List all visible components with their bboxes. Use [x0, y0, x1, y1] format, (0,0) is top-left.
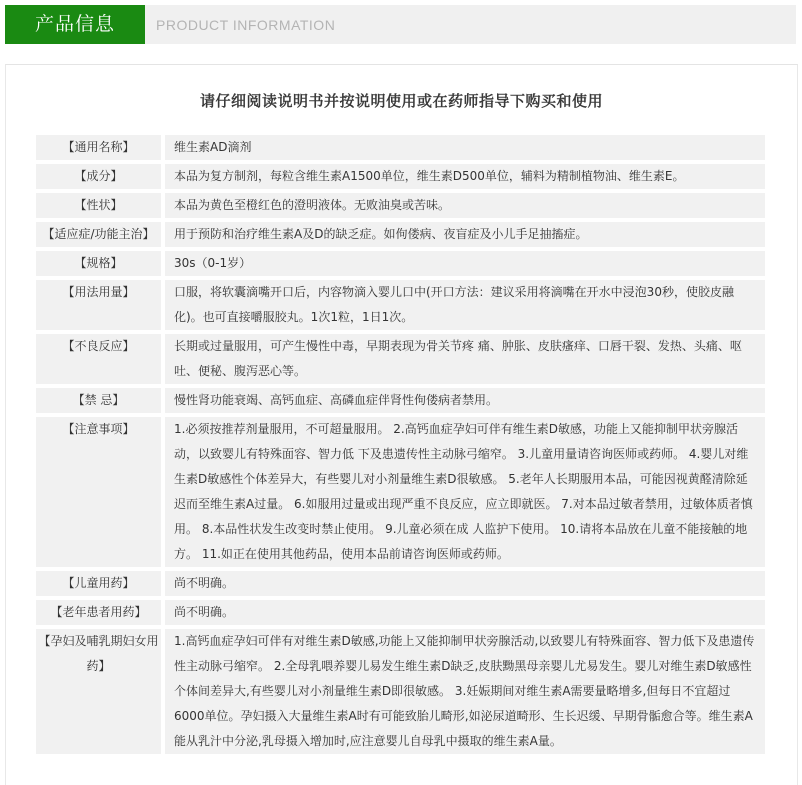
row-label: 【适应症/功能主治】: [36, 222, 161, 247]
row-value: 尚不明确。: [165, 571, 765, 596]
row-value: 用于预防和治疗维生素A及D的缺乏症。如佝偻病、夜盲症及小儿手足抽搐症。: [165, 222, 765, 247]
info-row-dosage: [36, 280, 765, 330]
info-row-specification: [36, 251, 765, 276]
row-label: 【孕妇及哺乳期妇女用药】: [36, 629, 161, 754]
section-header: [5, 5, 796, 44]
info-row-appearance: [36, 193, 765, 218]
row-value: 口服，将软囊滴嘴开口后，内容物滴入婴儿口中(开口方法：建议采用将滴嘴在开水中浸泡30秒，使胶皮融化)。也可直接嚼服胶丸。1次1粒，1日1次。: [165, 280, 765, 330]
row-label: 【规格】: [36, 251, 161, 276]
row-label: 【儿童用药】: [36, 571, 161, 596]
section-title: 产品信息: [5, 5, 145, 44]
row-value: 本品为复方制剂，每粒含维生素A1500单位，维生素D500单位，辅料为精制植物油、维生素E。: [165, 164, 765, 189]
row-label: 【注意事项】: [36, 417, 161, 567]
info-row-generic-name: [36, 135, 765, 160]
info-table: [36, 135, 765, 758]
row-label: 【老年患者用药】: [36, 600, 161, 625]
usage-notice: 请仔细阅读说明书并按说明使用或在药师指导下购买和使用: [199, 92, 603, 110]
info-row-precautions: [36, 417, 765, 567]
row-label: 【不良反应】: [36, 334, 161, 384]
info-row-pediatric-use: [36, 571, 765, 596]
row-label: 【成分】: [36, 164, 161, 189]
info-row-indications: [36, 222, 765, 247]
info-row-contraindications: [36, 388, 765, 413]
row-value: 本品为黄色至橙红色的澄明液体。无败油臭或苦味。: [165, 193, 765, 218]
info-row-ingredients: [36, 164, 765, 189]
row-value: 维生素AD滴剂: [165, 135, 765, 160]
section-subtitle: PRODUCT INFORMATION: [156, 17, 336, 33]
row-label: 【禁 忌】: [36, 388, 161, 413]
row-label: 【用法用量】: [36, 280, 161, 330]
info-row-adverse-reactions: [36, 334, 765, 384]
row-value: 1.必须按推荐剂量服用，不可超量服用。 2.高钙血症孕妇可伴有维生素D敏感，功能上又能抑制甲状旁腺活动，以致婴儿有特殊面容、智力低 下及患遗传性主动脉弓缩窄。 3.儿童用量请咨询医师或药师。 4.婴儿对维生素D敏感性个体差异大，有些婴儿对小剂量维生素D很敏感。 5.老年人长期服用本品，可能因视黄醛清除延迟而至维生素A过量。 6.如服用过量或出现严重不良反应，应立即就医。 7.对本品过敏者禁用，过敏体质者慎用。 8.本品性状发生改变时禁止使用。 9.儿童必须在成 人监护下使用。 10.请将本品放在儿童不能接触的地方。 11.如正在使用其他药品，使用本品前请咨询医师或药师。: [165, 417, 765, 567]
info-row-geriatric-use: [36, 600, 765, 625]
row-value: 30s（0-1岁）: [165, 251, 765, 276]
row-label: 【通用名称】: [36, 135, 161, 160]
row-value: 1.高钙血症孕妇可伴有对维生素D敏感,功能上又能抑制甲状旁腺活动,以致婴儿有特殊面容、智力低下及患遗传性主动脉弓缩窄。 2.全母乳喂养婴儿易发生维生素D缺乏,皮肤黝黑母亲婴儿尤易发生。婴儿对维生素D敏感性个体间差异大,有些婴儿对小剂量维生素D即很敏感。 3.妊娠期间对维生素A需要量略增多,但每日不宜超过6000单位。孕妇摄入大量维生素A时有可能致胎儿畸形,如泌尿道畸形、生长迟缓、早期骨骺愈合等。维生素A能从乳汁中分泌,乳母摄入增加时,应注意婴儿自母乳中摄取的维生素A量。: [165, 629, 765, 754]
row-value: 尚不明确。: [165, 600, 765, 625]
row-value: 长期或过量服用，可产生慢性中毒，早期表现为骨关节疼 痛、肿胀、皮肤瘙痒、口唇干裂、发热、头痛、呕吐、便秘、腹泻恶心等。: [165, 334, 765, 384]
row-value: 慢性肾功能衰竭、高钙血症、高磷血症伴肾性佝偻病者禁用。: [165, 388, 765, 413]
row-label: 【性状】: [36, 193, 161, 218]
info-row-pregnancy-lactation: [36, 629, 765, 754]
